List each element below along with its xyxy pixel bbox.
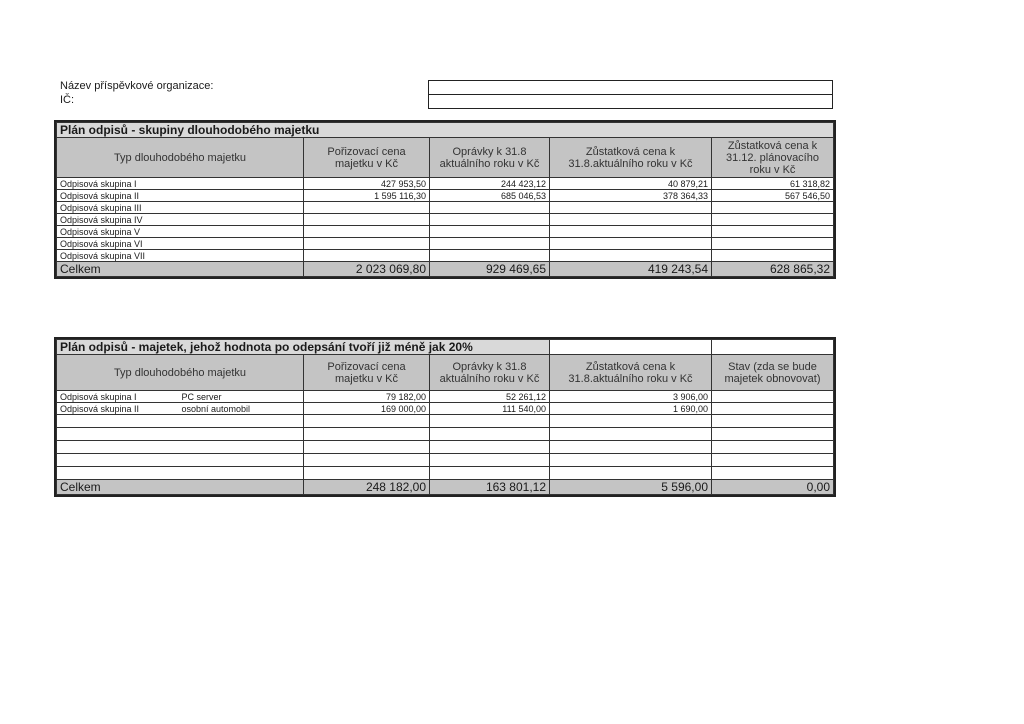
- table2-header-status: Stav (zda se bude majetek obnovovat): [712, 355, 834, 391]
- cell-value[interactable]: [304, 238, 430, 250]
- cell-value[interactable]: [712, 226, 834, 238]
- cell-value[interactable]: [304, 454, 430, 467]
- cell-value[interactable]: [304, 428, 430, 441]
- row-label: Odpisová skupina II: [57, 403, 179, 415]
- table1-header-type: Typ dlouhodobého majetku: [57, 138, 304, 178]
- row-label: Odpisová skupina I: [57, 178, 304, 190]
- cell-value[interactable]: [304, 202, 430, 214]
- cell-value[interactable]: [712, 415, 834, 428]
- row-label: Odpisová skupina VII: [57, 250, 304, 262]
- depreciation-groups-table: [56, 122, 834, 277]
- cell-value[interactable]: 378 364,33: [550, 190, 712, 202]
- row-label: Odpisová skupina V: [57, 226, 304, 238]
- cell-value[interactable]: [430, 250, 550, 262]
- table-row: [57, 454, 834, 467]
- row-label: Odpisová skupina III: [57, 202, 304, 214]
- cell-value[interactable]: [712, 441, 834, 454]
- cell-value[interactable]: [430, 441, 550, 454]
- low-value-assets-table: [56, 339, 834, 495]
- ic-label: IČ:: [60, 94, 75, 106]
- total-value: 2 023 069,80: [304, 262, 430, 277]
- table2-header-purchase: Pořizovací cena majetku v Kč: [304, 355, 430, 391]
- cell-value[interactable]: [712, 428, 834, 441]
- cell-value[interactable]: [712, 238, 834, 250]
- cell-value[interactable]: [430, 415, 550, 428]
- cell-value[interactable]: [430, 467, 550, 480]
- table-row: [57, 214, 834, 226]
- table2-header-depreciation: Oprávky k 31.8 aktuálního roku v Kč: [430, 355, 550, 391]
- cell-value[interactable]: [304, 250, 430, 262]
- cell-value[interactable]: [430, 226, 550, 238]
- cell-value[interactable]: [712, 391, 834, 403]
- total-value: 163 801,12: [430, 480, 550, 495]
- total-value: 419 243,54: [550, 262, 712, 277]
- table-row: [57, 415, 834, 428]
- table-row: [57, 178, 834, 190]
- table-row: [57, 441, 834, 454]
- cell-value[interactable]: [550, 226, 712, 238]
- cell-value[interactable]: [304, 441, 430, 454]
- row-label[interactable]: [57, 415, 304, 428]
- total-value: 0,00: [712, 480, 834, 495]
- cell-value[interactable]: [430, 428, 550, 441]
- cell-value[interactable]: 427 953,50: [304, 178, 430, 190]
- table1-header-residual-aug: Zůstatková cena k 31.8.aktuálního roku v Kč: [550, 138, 712, 178]
- cell-value[interactable]: 61 318,82: [712, 178, 834, 190]
- table1-header-residual-dec: Zůstatková cena k 31.12. plánovacího roku v Kč: [712, 138, 834, 178]
- cell-value[interactable]: [550, 238, 712, 250]
- cell-value[interactable]: [550, 250, 712, 262]
- cell-value[interactable]: [712, 250, 834, 262]
- table-row: [57, 190, 834, 202]
- cell-value[interactable]: 169 000,00: [304, 403, 430, 415]
- table-row: [57, 391, 834, 403]
- table-row: [57, 428, 834, 441]
- cell-value[interactable]: [430, 202, 550, 214]
- table1-header-depreciation: Oprávky k 31.8 aktuálního roku v Kč: [430, 138, 550, 178]
- row-label[interactable]: [57, 467, 304, 480]
- cell-value[interactable]: 1 595 116,30: [304, 190, 430, 202]
- total-value: 5 596,00: [550, 480, 712, 495]
- table1-header-purchase: Pořizovací cena majetku v Kč: [304, 138, 430, 178]
- table-row: [57, 238, 834, 250]
- row-asset-name[interactable]: PC server: [179, 391, 304, 403]
- cell-value[interactable]: 40 879,21: [550, 178, 712, 190]
- cell-value[interactable]: [550, 441, 712, 454]
- cell-value[interactable]: [304, 415, 430, 428]
- cell-value[interactable]: [712, 214, 834, 226]
- cell-value[interactable]: [550, 202, 712, 214]
- cell-value[interactable]: 1 690,00: [550, 403, 712, 415]
- cell-value[interactable]: [712, 403, 834, 415]
- cell-value[interactable]: [550, 428, 712, 441]
- row-label[interactable]: [57, 428, 304, 441]
- row-label: Odpisová skupina II: [57, 190, 304, 202]
- row-label[interactable]: [57, 441, 304, 454]
- cell-value[interactable]: [430, 214, 550, 226]
- total-row: [57, 262, 834, 277]
- cell-value[interactable]: 685 046,53: [430, 190, 550, 202]
- cell-value[interactable]: 79 182,00: [304, 391, 430, 403]
- ic-field[interactable]: [428, 94, 833, 109]
- table-row: [57, 403, 834, 415]
- cell-value[interactable]: 244 423,12: [430, 178, 550, 190]
- org-name-label: Název příspěvkové organizace:: [60, 80, 214, 92]
- cell-value[interactable]: [430, 238, 550, 250]
- cell-value[interactable]: 111 540,00: [430, 403, 550, 415]
- table-row: [57, 226, 834, 238]
- cell-value[interactable]: 3 906,00: [550, 391, 712, 403]
- row-label: Odpisová skupina IV: [57, 214, 304, 226]
- cell-value[interactable]: [712, 467, 834, 480]
- row-label: Odpisová skupina VI: [57, 238, 304, 250]
- table2-header-type: Typ dlouhodobého majetku: [57, 355, 304, 391]
- row-label: Odpisová skupina I: [57, 391, 179, 403]
- table1-title: Plán odpisů - skupiny dlouhodobého majetku: [57, 123, 834, 138]
- total-value: 248 182,00: [304, 480, 430, 495]
- total-value: 929 469,65: [430, 262, 550, 277]
- cell-value[interactable]: [304, 226, 430, 238]
- org-name-field[interactable]: [428, 80, 833, 95]
- cell-value[interactable]: [712, 454, 834, 467]
- cell-value[interactable]: [304, 214, 430, 226]
- table2-title: Plán odpisů - majetek, jehož hodnota po odepsání tvoří již méně jak 20%: [57, 340, 550, 355]
- total-value: 628 865,32: [712, 262, 834, 277]
- total-row: [57, 480, 834, 495]
- cell-value[interactable]: 567 546,50: [712, 190, 834, 202]
- row-asset-name[interactable]: osobní automobil: [179, 403, 304, 415]
- cell-value[interactable]: [550, 415, 712, 428]
- cell-value[interactable]: [550, 467, 712, 480]
- cell-value[interactable]: [304, 467, 430, 480]
- total-label: Celkem: [57, 480, 304, 495]
- table-row: [57, 202, 834, 214]
- cell-value[interactable]: 52 261,12: [430, 391, 550, 403]
- cell-value[interactable]: [430, 454, 550, 467]
- cell-value[interactable]: [550, 214, 712, 226]
- cell-value[interactable]: [712, 202, 834, 214]
- row-label[interactable]: [57, 454, 304, 467]
- table2-header-residual: Zůstatková cena k 31.8.aktuálního roku v Kč: [550, 355, 712, 391]
- table-row: [57, 467, 834, 480]
- total-label: Celkem: [57, 262, 304, 277]
- table-row: [57, 250, 834, 262]
- cell-value[interactable]: [550, 454, 712, 467]
